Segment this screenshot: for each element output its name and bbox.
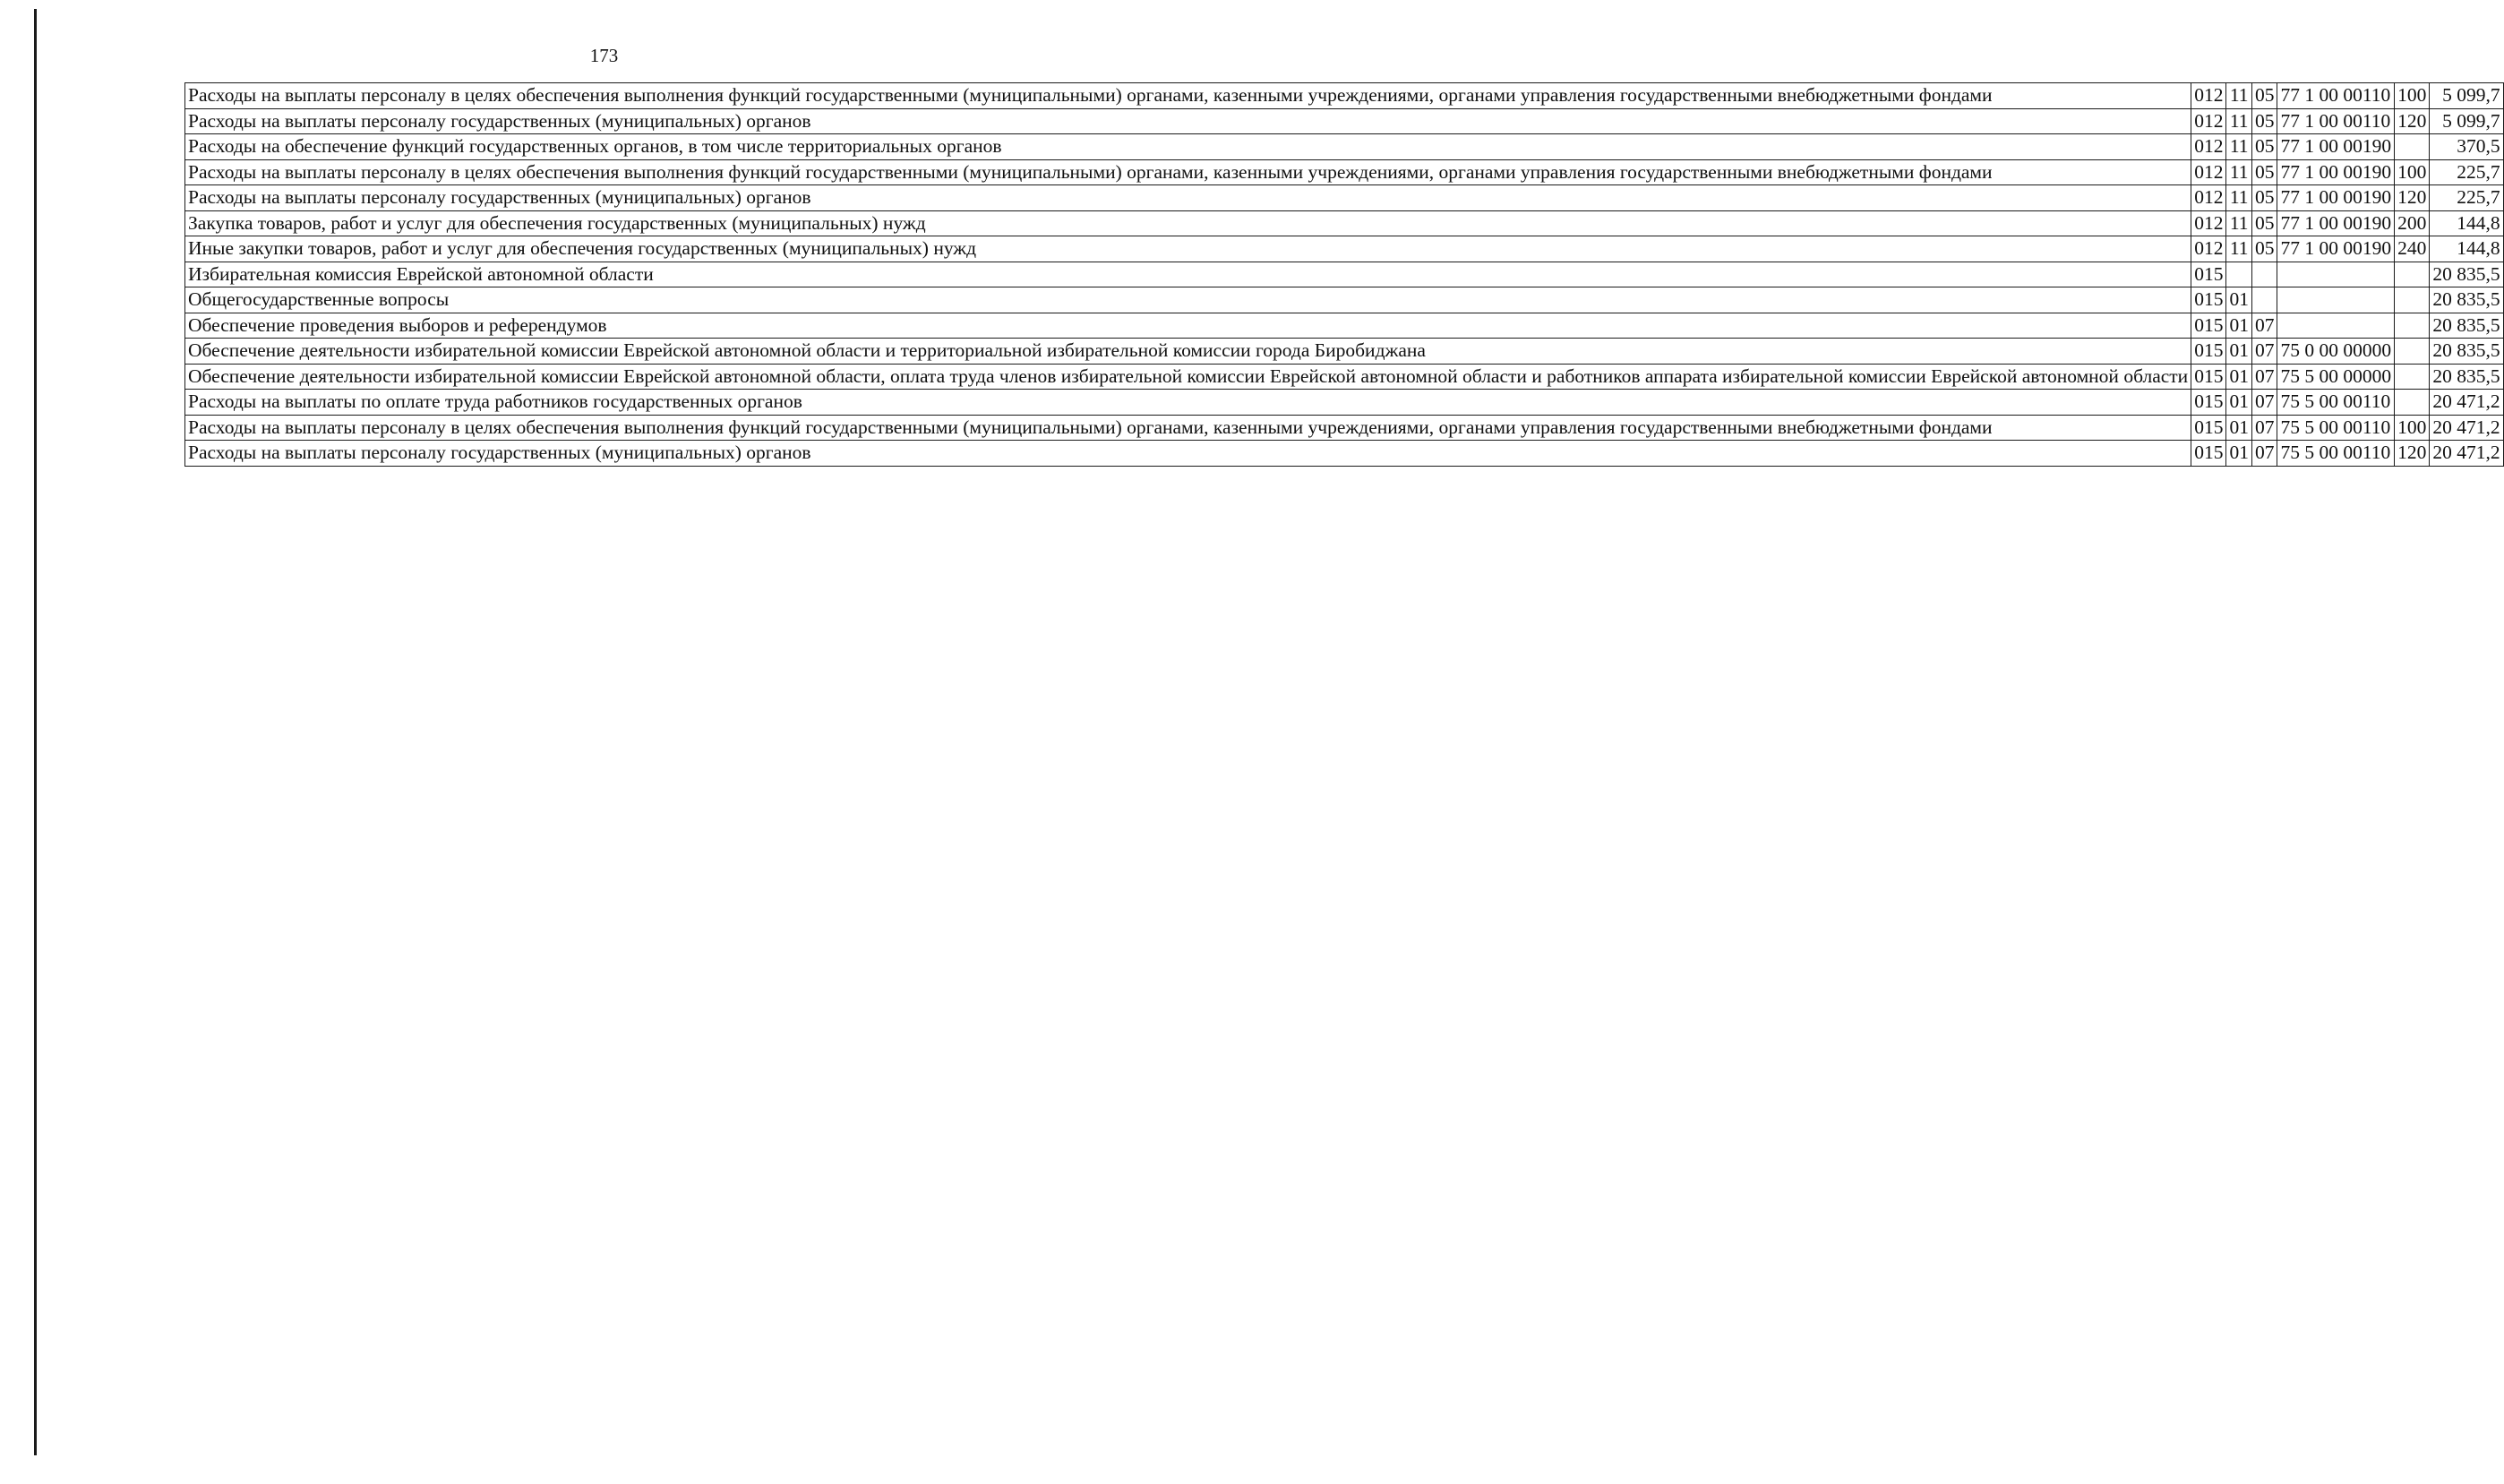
- department-code-cell: 015: [2191, 287, 2226, 313]
- target-article-cell: 77 1 00 00190: [2277, 185, 2395, 211]
- subsection-code-cell: [2251, 262, 2277, 287]
- expense-name-cell: Закупка товаров, работ и услуг для обеспечения государственных (муниципальных) нужд: [185, 210, 2191, 236]
- expense-type-cell: 100: [2395, 159, 2430, 185]
- department-code-cell: 012: [2191, 134, 2226, 160]
- section-code-cell: 11: [2226, 236, 2252, 262]
- department-code-cell: 012: [2191, 236, 2226, 262]
- expense-type-cell: 100: [2395, 83, 2430, 109]
- subsection-code-cell: 05: [2251, 236, 2277, 262]
- table-row: [185, 108, 2504, 134]
- expense-type-cell: 120: [2395, 108, 2430, 134]
- department-code-cell: 012: [2191, 108, 2226, 134]
- expense-name-cell: Расходы на выплаты персоналу государственных (муниципальных) органов: [185, 108, 2191, 134]
- expense-type-cell: [2395, 364, 2430, 390]
- table-row: [185, 313, 2504, 339]
- section-code-cell: 11: [2226, 210, 2252, 236]
- subsection-code-cell: 07: [2251, 415, 2277, 441]
- expense-type-cell: 240: [2395, 236, 2430, 262]
- expense-type-cell: [2395, 313, 2430, 339]
- section-code-cell: 01: [2226, 339, 2252, 365]
- target-article-cell: 77 1 00 00110: [2277, 83, 2395, 109]
- table-body: [185, 83, 2504, 467]
- section-code-cell: 11: [2226, 159, 2252, 185]
- amount-cell: 370,5: [2430, 134, 2503, 160]
- budget-table: [184, 82, 2504, 467]
- subsection-code-cell: 05: [2251, 134, 2277, 160]
- section-code-cell: 01: [2226, 415, 2252, 441]
- department-code-cell: 015: [2191, 415, 2226, 441]
- table-row: [185, 415, 2504, 441]
- department-code-cell: 015: [2191, 441, 2226, 467]
- subsection-code-cell: [2251, 287, 2277, 313]
- section-code-cell: 11: [2226, 83, 2252, 109]
- section-code-cell: 01: [2226, 287, 2252, 313]
- expense-name-cell: Обеспечение деятельности избирательной комиссии Еврейской автономной области и территориальной избирательной комиссии города Биробиджана: [185, 339, 2191, 365]
- section-code-cell: 11: [2226, 185, 2252, 211]
- amount-cell: 144,8: [2430, 210, 2503, 236]
- amount-cell: 20 471,2: [2430, 441, 2503, 467]
- table-row: [185, 83, 2504, 109]
- department-code-cell: 015: [2191, 313, 2226, 339]
- table-row: [185, 364, 2504, 390]
- department-code-cell: 012: [2191, 185, 2226, 211]
- expense-type-cell: 120: [2395, 185, 2430, 211]
- amount-cell: 20 835,5: [2430, 287, 2503, 313]
- expense-name-cell: Расходы на выплаты персоналу государственных (муниципальных) органов: [185, 185, 2191, 211]
- expense-type-cell: [2395, 134, 2430, 160]
- expense-name-cell: Расходы на выплаты по оплате труда работников государственных органов: [185, 390, 2191, 416]
- amount-cell: 225,7: [2430, 185, 2503, 211]
- table-row: [185, 236, 2504, 262]
- amount-cell: 5 099,7: [2430, 83, 2503, 109]
- expense-name-cell: Расходы на выплаты персоналу государственных (муниципальных) органов: [185, 441, 2191, 467]
- amount-cell: 20 835,5: [2430, 262, 2503, 287]
- amount-cell: 20 471,2: [2430, 415, 2503, 441]
- subsection-code-cell: 05: [2251, 108, 2277, 134]
- expense-type-cell: [2395, 339, 2430, 365]
- department-code-cell: 015: [2191, 262, 2226, 287]
- expense-name-cell: Обеспечение деятельности избирательной комиссии Еврейской автономной области, оплата труда членов избирательной комиссии Еврейской автономной области и работников аппарата избирательной комиссии Еврейской автономной области: [185, 364, 2191, 390]
- target-article-cell: 77 1 00 00190: [2277, 236, 2395, 262]
- section-code-cell: 01: [2226, 364, 2252, 390]
- department-code-cell: 012: [2191, 159, 2226, 185]
- target-article-cell: 75 5 00 00110: [2277, 390, 2395, 416]
- target-article-cell: 75 5 00 00110: [2277, 415, 2395, 441]
- section-code-cell: 11: [2226, 134, 2252, 160]
- subsection-code-cell: 07: [2251, 339, 2277, 365]
- target-article-cell: 77 1 00 00190: [2277, 210, 2395, 236]
- subsection-code-cell: 07: [2251, 441, 2277, 467]
- left-margin-line: [34, 9, 37, 1455]
- subsection-code-cell: 05: [2251, 185, 2277, 211]
- subsection-code-cell: 05: [2251, 159, 2277, 185]
- target-article-cell: 77 1 00 00110: [2277, 108, 2395, 134]
- amount-cell: 20 471,2: [2430, 390, 2503, 416]
- expense-type-cell: [2395, 262, 2430, 287]
- table-row: [185, 441, 2504, 467]
- target-article-cell: 75 5 00 00000: [2277, 364, 2395, 390]
- expense-name-cell: Общегосударственные вопросы: [185, 287, 2191, 313]
- expense-name-cell: Избирательная комиссия Еврейской автономной области: [185, 262, 2191, 287]
- amount-cell: 20 835,5: [2430, 364, 2503, 390]
- amount-cell: 225,7: [2430, 159, 2503, 185]
- department-code-cell: 015: [2191, 390, 2226, 416]
- target-article-cell: 77 1 00 00190: [2277, 159, 2395, 185]
- department-code-cell: 015: [2191, 339, 2226, 365]
- table-row: [185, 287, 2504, 313]
- table-row: [185, 159, 2504, 185]
- expense-name-cell: Расходы на выплаты персоналу в целях обеспечения выполнения функций государственными (муниципальными) органами, казенными учреждениями, органами управления государственными внебюджетными фондами: [185, 415, 2191, 441]
- department-code-cell: 012: [2191, 210, 2226, 236]
- section-code-cell: 01: [2226, 313, 2252, 339]
- page-number: 173: [589, 45, 619, 66]
- amount-cell: 5 099,7: [2430, 108, 2503, 134]
- department-code-cell: 012: [2191, 83, 2226, 109]
- expense-name-cell: Расходы на выплаты персоналу в целях обеспечения выполнения функций государственными (муниципальными) органами, казенными учреждениями, органами управления государственными внебюджетными фондами: [185, 83, 2191, 109]
- expense-name-cell: Иные закупки товаров, работ и услуг для обеспечения государственных (муниципальных) нужд: [185, 236, 2191, 262]
- target-article-cell: 77 1 00 00190: [2277, 134, 2395, 160]
- amount-cell: 20 835,5: [2430, 339, 2503, 365]
- expense-type-cell: 120: [2395, 441, 2430, 467]
- expense-name-cell: Расходы на обеспечение функций государственных органов, в том числе территориальных органов: [185, 134, 2191, 160]
- target-article-cell: [2277, 313, 2395, 339]
- expense-type-cell: 200: [2395, 210, 2430, 236]
- expense-name-cell: Расходы на выплаты персоналу в целях обеспечения выполнения функций государственными (муниципальными) органами, казенными учреждениями, органами управления государственными внебюджетными фондами: [185, 159, 2191, 185]
- table-row: [185, 339, 2504, 365]
- section-code-cell: 01: [2226, 390, 2252, 416]
- section-code-cell: 01: [2226, 441, 2252, 467]
- target-article-cell: 75 0 00 00000: [2277, 339, 2395, 365]
- subsection-code-cell: 07: [2251, 390, 2277, 416]
- expense-type-cell: [2395, 287, 2430, 313]
- section-code-cell: 11: [2226, 108, 2252, 134]
- expense-name-cell: Обеспечение проведения выборов и референдумов: [185, 313, 2191, 339]
- table-row: [185, 134, 2504, 160]
- table-row: [185, 185, 2504, 211]
- subsection-code-cell: 05: [2251, 210, 2277, 236]
- target-article-cell: 75 5 00 00110: [2277, 441, 2395, 467]
- subsection-code-cell: 05: [2251, 83, 2277, 109]
- expense-type-cell: [2395, 390, 2430, 416]
- table-row: [185, 262, 2504, 287]
- subsection-code-cell: 07: [2251, 313, 2277, 339]
- department-code-cell: 015: [2191, 364, 2226, 390]
- table-row: [185, 390, 2504, 416]
- expense-type-cell: 100: [2395, 415, 2430, 441]
- amount-cell: 144,8: [2430, 236, 2503, 262]
- target-article-cell: [2277, 262, 2395, 287]
- table-row: [185, 210, 2504, 236]
- section-code-cell: [2226, 262, 2252, 287]
- target-article-cell: [2277, 287, 2395, 313]
- subsection-code-cell: 07: [2251, 364, 2277, 390]
- amount-cell: 20 835,5: [2430, 313, 2503, 339]
